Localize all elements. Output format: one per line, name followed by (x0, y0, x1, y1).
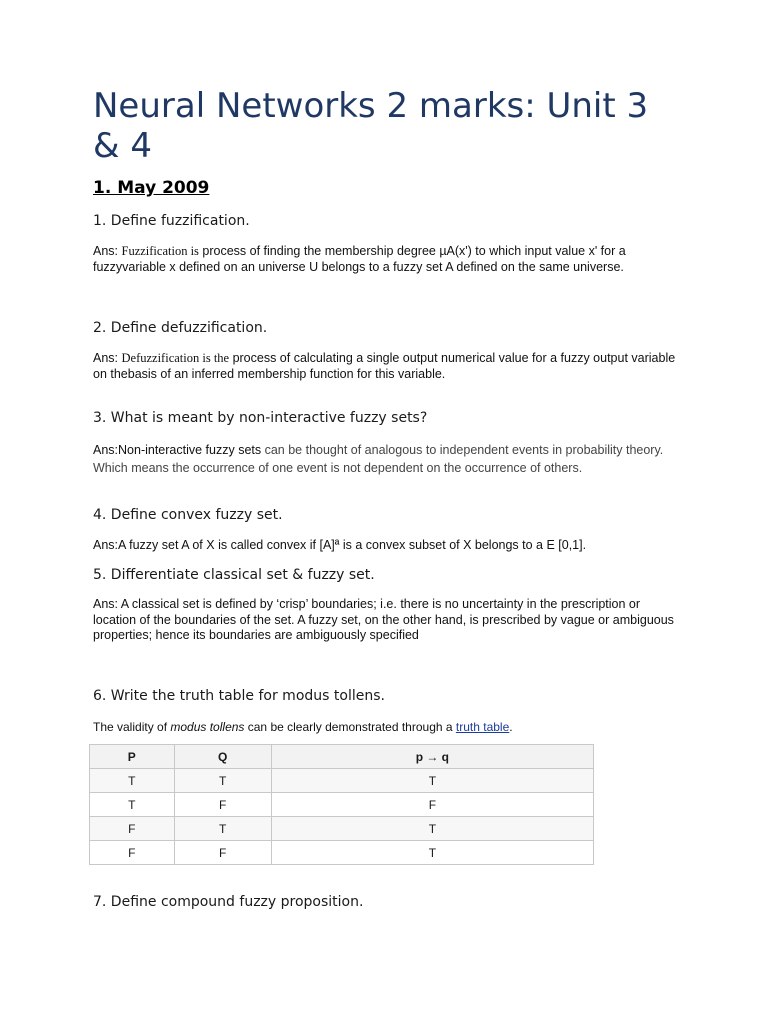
table-cell: F (90, 841, 175, 865)
intro-before: The validity of (93, 720, 171, 734)
answer-2 (93, 350, 683, 382)
answer-2-term: Defuzzification is the (121, 351, 230, 365)
table-cell: F (271, 793, 593, 817)
question-5: 5. Differentiate classical set & fuzzy set. (93, 567, 375, 583)
answer-1-prefix: Ans: (93, 244, 122, 258)
answer-2-prefix: Ans: (93, 351, 122, 365)
table-cell: T (174, 769, 271, 793)
header-p: P (90, 745, 175, 769)
truth-table-link[interactable]: truth table (455, 720, 510, 734)
table-header-row (90, 745, 594, 769)
intro-italic: modus tollens (170, 720, 245, 734)
question-4: 4. Define convex fuzzy set. (93, 507, 283, 523)
answer-3 (93, 441, 683, 477)
answer-3-prefix: Ans:Non-interactive fuzzy sets (93, 443, 262, 457)
answer-1-text: process of finding the membership degree µA(x') to which input value x' for a fuzzyvariable x defined on an universe U belongs to a fuzzy set A defined on the same universe. (93, 244, 626, 274)
table-cell: T (271, 769, 593, 793)
answer-5: Ans: A classical set is defined by ‘crisp’ boundaries; i.e. there is no uncertainty in the prescription or location of the boundaries of the set. A fuzzy set, on the other hand, is prescribed by vague or ambiguous properties; hence its boundaries are ambiguously specified (93, 597, 674, 642)
section-heading: 1. May 2009 (93, 178, 210, 198)
answer-3-text: can be thought of analogous to independent events in probability theory. Which means the occurrence of one event is not dependent on the occurrence of others. (93, 443, 664, 475)
table-row (90, 817, 594, 841)
answer-1-term: Fuzzification is (121, 244, 199, 258)
table-row (90, 769, 594, 793)
table-cell: F (174, 793, 271, 817)
truth-table (89, 744, 594, 865)
table-cell: T (271, 841, 593, 865)
question-2: 2. Define defuzzification. (93, 320, 268, 336)
question-6: 6. Write the truth table for modus tollens. (93, 688, 385, 704)
table-cell: T (90, 793, 175, 817)
header-implication: p → q (271, 745, 593, 769)
answer-1 (93, 243, 683, 275)
intro-after: . (509, 720, 513, 734)
table-cell: T (271, 817, 593, 841)
intro-middle: can be clearly demonstrated through a (244, 720, 456, 734)
table-cell: T (174, 817, 271, 841)
question-3: 3. What is meant by non-interactive fuzzy sets? (93, 410, 428, 426)
page-title: Neural Networks 2 marks: Unit 3 & 4 (93, 86, 649, 166)
answer-4: Ans:A fuzzy set A of X is called convex if [A]ª is a convex subset of X belongs to a E [0,1]. (93, 538, 587, 552)
truth-table-intro (93, 720, 513, 734)
table-cell: T (90, 769, 175, 793)
table-cell: F (90, 817, 175, 841)
table-row (90, 841, 594, 865)
table-cell: F (174, 841, 271, 865)
answer-2-text: process of calculating a single output numerical value for a fuzzy output variable on thebasis of an inferred membership function for this variable. (93, 351, 676, 381)
question-1: 1. Define fuzzification. (93, 213, 250, 229)
header-q: Q (174, 745, 271, 769)
table-row (90, 793, 594, 817)
question-7: 7. Define compound fuzzy proposition. (93, 894, 364, 910)
